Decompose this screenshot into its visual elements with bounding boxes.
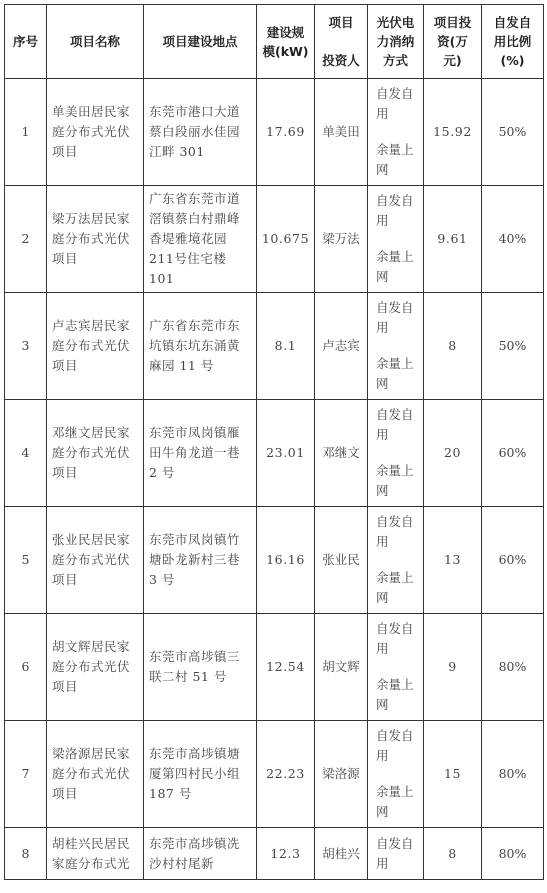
cell-investor: 邓继文 bbox=[315, 400, 368, 507]
cell-scale: 16.16 bbox=[257, 507, 315, 614]
cell-invest: 15 bbox=[424, 721, 482, 828]
cell-mode: 自发自用 余量上网 bbox=[368, 79, 424, 186]
cell-investor: 单美田 bbox=[315, 79, 368, 186]
header-location: 项目建设地点 bbox=[144, 5, 257, 79]
table-row bbox=[5, 186, 544, 293]
header-scale: 建设规 模(kW) bbox=[257, 5, 315, 79]
cell-location: 东莞市凤岗镇竹塘卧龙新村三巷 3 号 bbox=[144, 507, 257, 614]
table-row bbox=[5, 507, 544, 614]
cell-scale: 12.3 bbox=[257, 828, 315, 880]
cell-investor: 梁万法 bbox=[315, 186, 368, 293]
cell-investor: 张业民 bbox=[315, 507, 368, 614]
cell-name: 梁万法居民家庭分布式光伏项目 bbox=[47, 186, 144, 293]
table-row bbox=[5, 828, 544, 880]
cell-ratio: 60% bbox=[482, 400, 544, 507]
cell-seq: 7 bbox=[5, 721, 47, 828]
cell-investor: 卢志宾 bbox=[315, 293, 368, 400]
cell-ratio: 80% bbox=[482, 828, 544, 880]
cell-location: 东莞市高埗镇塘厦第四村民小组 187 号 bbox=[144, 721, 257, 828]
cell-name: 胡文辉居民家庭分布式光伏项目 bbox=[47, 614, 144, 721]
cell-mode: 自发自用 余量上网 bbox=[368, 507, 424, 614]
cell-location: 东莞市高埗镇三联二村 51 号 bbox=[144, 614, 257, 721]
cell-invest: 13 bbox=[424, 507, 482, 614]
cell-invest: 15.92 bbox=[424, 79, 482, 186]
cell-ratio: 60% bbox=[482, 507, 544, 614]
table-row bbox=[5, 721, 544, 828]
header-investor: 项目 投资人 bbox=[315, 5, 368, 79]
cell-mode: 自发自用 余量上网 bbox=[368, 400, 424, 507]
cell-ratio: 50% bbox=[482, 79, 544, 186]
cell-ratio: 50% bbox=[482, 293, 544, 400]
cell-mode: 自发自用 余量上网 bbox=[368, 293, 424, 400]
cell-ratio: 80% bbox=[482, 721, 544, 828]
cell-investor: 胡文辉 bbox=[315, 614, 368, 721]
cell-seq: 4 bbox=[5, 400, 47, 507]
cell-scale: 10.675 bbox=[257, 186, 315, 293]
cell-location: 东莞市凤岗镇雁田牛角龙道一巷 2 号 bbox=[144, 400, 257, 507]
table-row bbox=[5, 400, 544, 507]
header-mode: 光伏电 力消纳 方式 bbox=[368, 5, 424, 79]
header-invest: 项目投 资(万 元) bbox=[424, 5, 482, 79]
cell-name: 张业民居民家庭分布式光伏项目 bbox=[47, 507, 144, 614]
table-row bbox=[5, 79, 544, 186]
cell-location: 东莞市高埗镇冼沙村村尾新 bbox=[144, 828, 257, 880]
cell-invest: 20 bbox=[424, 400, 482, 507]
cell-scale: 22.23 bbox=[257, 721, 315, 828]
cell-mode: 自发自用 bbox=[368, 828, 424, 880]
header-name: 项目名称 bbox=[47, 5, 144, 79]
cell-scale: 23.01 bbox=[257, 400, 315, 507]
cell-ratio: 40% bbox=[482, 186, 544, 293]
table-row bbox=[5, 614, 544, 721]
project-table bbox=[4, 4, 544, 880]
cell-seq: 8 bbox=[5, 828, 47, 880]
cell-seq: 2 bbox=[5, 186, 47, 293]
cell-invest: 9 bbox=[424, 614, 482, 721]
cell-name: 胡桂兴民居民家庭分布式光 bbox=[47, 828, 144, 880]
cell-location: 广东省东莞市东坑镇东坑东涌黄麻园 11 号 bbox=[144, 293, 257, 400]
header-seq: 序号 bbox=[5, 5, 47, 79]
cell-name: 邓继文居民家庭分布式光伏项目 bbox=[47, 400, 144, 507]
cell-investor: 梁洛源 bbox=[315, 721, 368, 828]
cell-location: 东莞市港口大道蔡白段丽水佳园江畔 301 bbox=[144, 79, 257, 186]
cell-ratio: 80% bbox=[482, 614, 544, 721]
cell-seq: 5 bbox=[5, 507, 47, 614]
cell-seq: 6 bbox=[5, 614, 47, 721]
cell-seq: 3 bbox=[5, 293, 47, 400]
cell-mode: 自发自用 余量上网 bbox=[368, 721, 424, 828]
cell-mode: 自发自用 余量上网 bbox=[368, 614, 424, 721]
cell-scale: 12.54 bbox=[257, 614, 315, 721]
cell-name: 卢志宾居民家庭分布式光伏项目 bbox=[47, 293, 144, 400]
cell-invest: 8 bbox=[424, 293, 482, 400]
cell-scale: 17.69 bbox=[257, 79, 315, 186]
cell-investor: 胡桂兴 bbox=[315, 828, 368, 880]
cell-name: 单美田居民家庭分布式光伏项目 bbox=[47, 79, 144, 186]
cell-scale: 8.1 bbox=[257, 293, 315, 400]
header-row bbox=[5, 5, 544, 79]
cell-invest: 8 bbox=[424, 828, 482, 880]
cell-mode: 自发自用 余量上网 bbox=[368, 186, 424, 293]
header-ratio: 自发自 用比例 (%) bbox=[482, 5, 544, 79]
table-row bbox=[5, 293, 544, 400]
cell-name: 梁洛源居民家庭分布式光伏项目 bbox=[47, 721, 144, 828]
cell-location: 广东省东莞市道滘镇蔡白村鼎峰香堤雅境花园211号住宅楼 101 bbox=[144, 186, 257, 293]
cell-invest: 9.61 bbox=[424, 186, 482, 293]
cell-seq: 1 bbox=[5, 79, 47, 186]
